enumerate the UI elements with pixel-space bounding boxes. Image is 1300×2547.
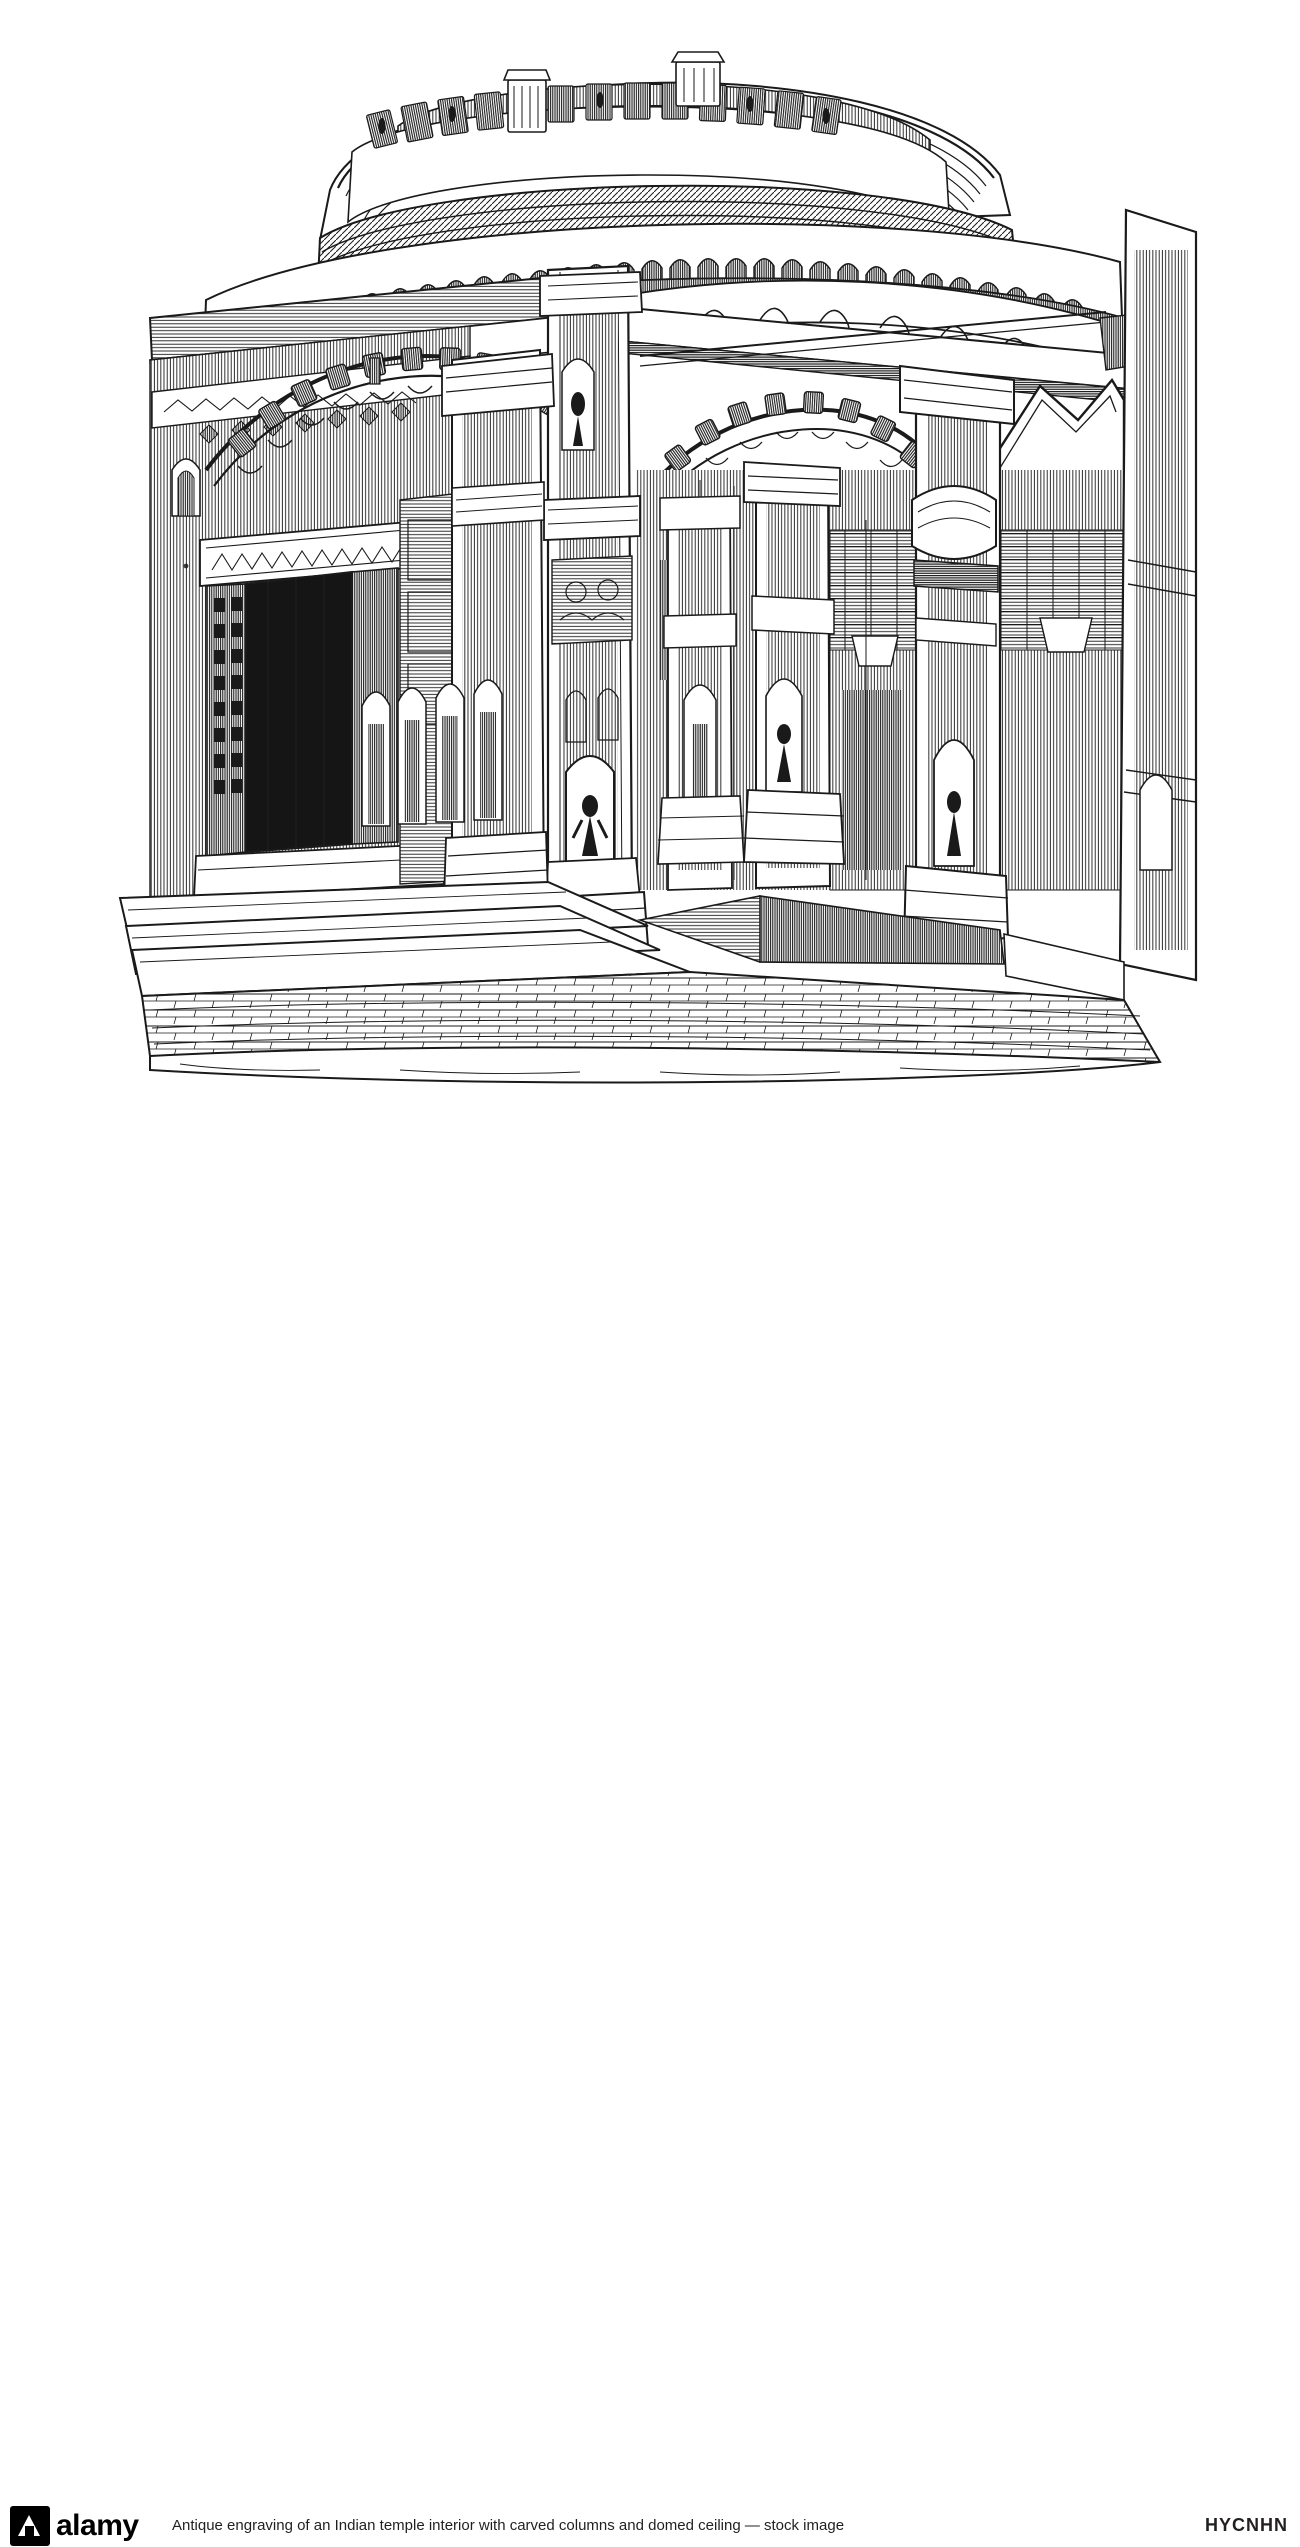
image-caption: Antique engraving of an Indian temple interior with carved columns and domed ceiling — stock image [172,2517,845,2534]
engraving-illustration [0,0,1300,1248]
engraving-artwork [0,0,1300,1248]
niche-figure-far-right [934,740,974,866]
pier-right-edge [1120,210,1196,980]
pillar-mid-rear [658,496,744,890]
blind-window [172,459,200,516]
image-id: HYCNHN [1204,2515,1288,2535]
pillar-right-center [744,462,844,888]
footer-watermark-bar [0,1248,1300,2542]
pillar-base-niche [566,756,614,862]
pillar-niche-figure [562,359,594,450]
alamy-logo-text: alamy [56,2509,139,2542]
pillar-right-foreground [900,366,1014,944]
alamy-logo[interactable] [10,2505,160,2547]
niche-figure-right [766,679,802,792]
alamy-logo-mark [10,2506,50,2546]
